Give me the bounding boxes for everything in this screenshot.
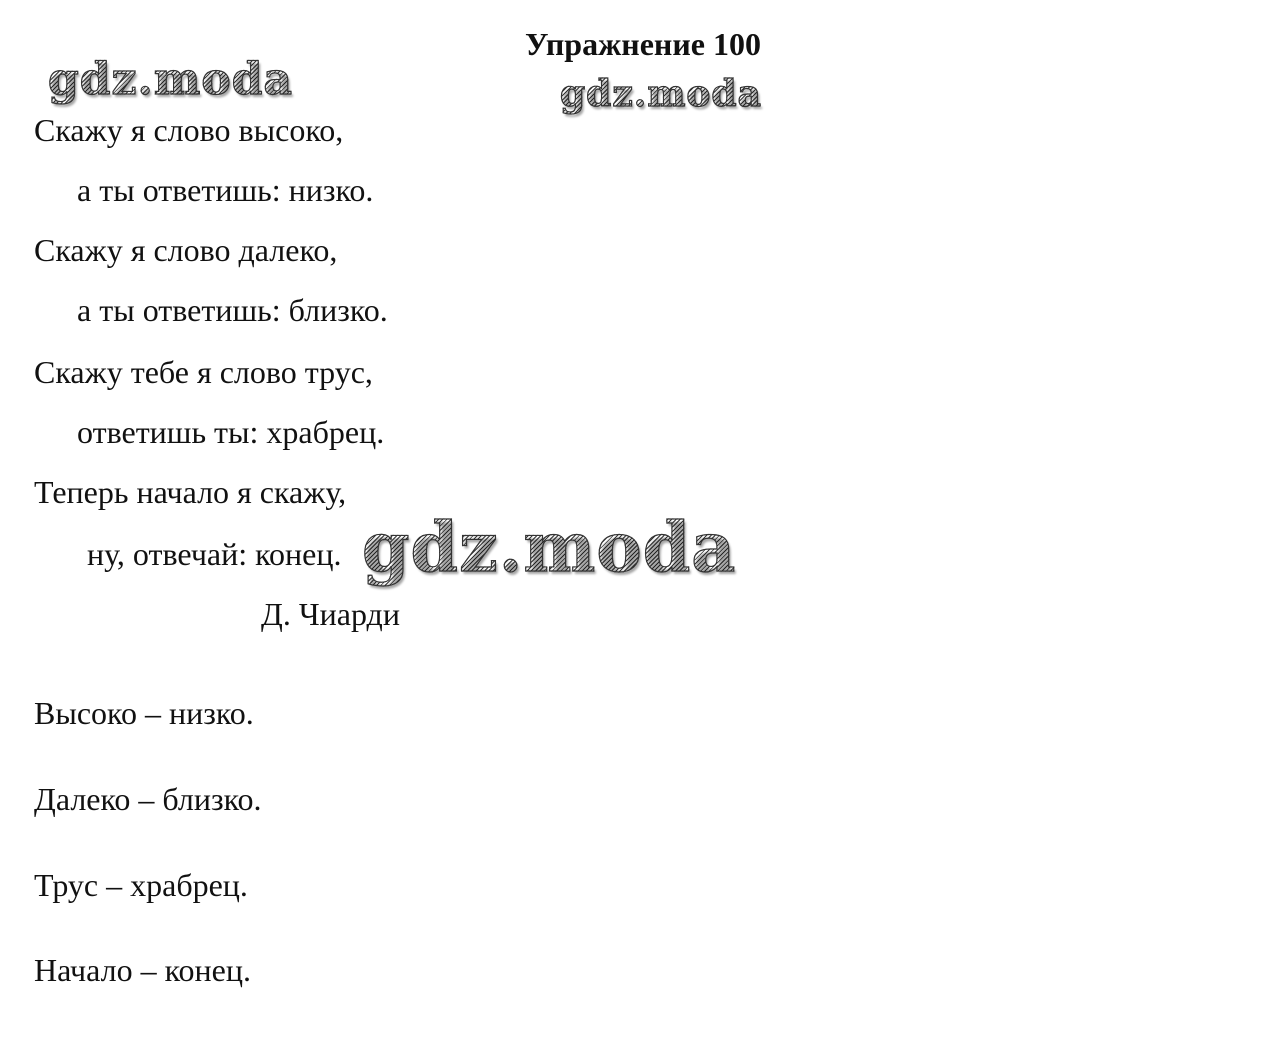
exercise-title: Упражнение 100 xyxy=(524,26,761,62)
poem-line: ответишь ты: храбрец. xyxy=(77,414,385,450)
answer-line: Высоко – низко. xyxy=(34,695,254,731)
poem-line: Скажу я слово далеко, xyxy=(34,232,338,268)
poem-line: ну, отвечай: конец. xyxy=(87,536,342,572)
watermark: gdz.moda xyxy=(362,508,737,588)
poem-line: Теперь начало я скажу, xyxy=(34,474,347,510)
answer-line: Трус – храбрец. xyxy=(34,867,248,903)
watermark: gdz.moda xyxy=(48,52,293,108)
watermark: gdz.moda xyxy=(560,73,762,115)
poem-line: а ты ответишь: низко. xyxy=(77,172,374,208)
poem-line: Скажу тебе я слово трус, xyxy=(34,354,373,390)
answer-line: Начало – конец. xyxy=(34,952,251,988)
poem-author: Д. Чиарди xyxy=(261,596,400,632)
poem-line: а ты ответишь: близко. xyxy=(77,292,388,328)
poem-line: Скажу я слово высоко, xyxy=(34,112,344,148)
answer-line: Далеко – близко. xyxy=(34,781,262,817)
